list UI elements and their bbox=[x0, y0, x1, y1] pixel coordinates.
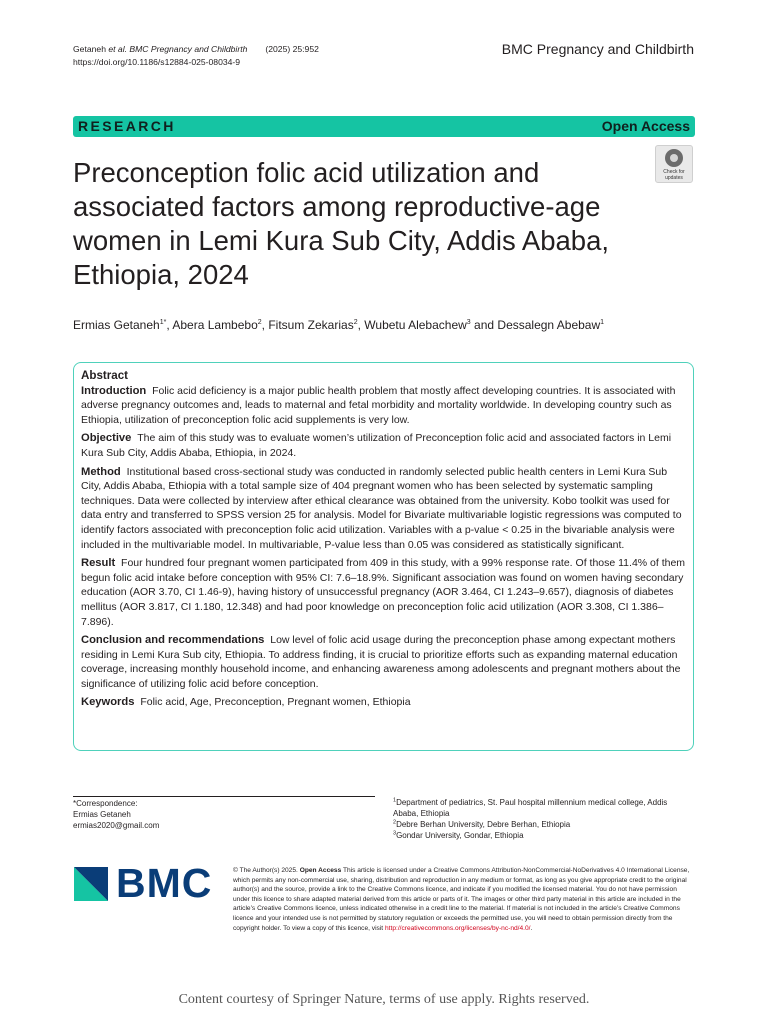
affiliations bbox=[393, 797, 693, 841]
abstract-section bbox=[81, 695, 687, 710]
affiliation-item bbox=[393, 830, 693, 841]
journal-citation: et al. BMC Pregnancy and Childbirth bbox=[108, 44, 248, 54]
affiliation-text: Debre Berhan University, Debre Berhan, Ethiopia bbox=[396, 820, 571, 829]
abstract-section bbox=[81, 633, 687, 691]
check-for-updates-button[interactable] bbox=[655, 145, 693, 183]
abstract-section-text: Institutional based cross-sectional study was conducted in randomly selected public health centers in Lemi Kura Sub City, Addis Ababa, Ethiopia with a total sample size of 404 pregnant women who has been selected by systematic sampling techniques. Data were collected by interview after ethical clearance was obtained from the university. Kobo toolkit was used for data entry and transferred to SPSS version 25 for analysis. Model for Bivariate multivariable logistic regressions was computed to identify factors associated with preconception folic acid utilization. Variables with a p-value < 0.25 in the bivariable analysis were included in the multivariable model. In multivariable, P-value less than 0.05 was considered as statistically significant. bbox=[81, 465, 682, 551]
author-affiliation-mark: 2 bbox=[353, 319, 358, 326]
author-name: Fitsum Zekarias bbox=[268, 318, 354, 332]
journal-name: BMC Pregnancy and Childbirth bbox=[501, 41, 694, 57]
check-updates-line1: Check for bbox=[663, 169, 685, 175]
author-name: Wubetu Alebachew bbox=[364, 318, 467, 332]
author-separator: , bbox=[166, 318, 173, 332]
author-short: Getaneh bbox=[73, 44, 109, 54]
check-updates-icon bbox=[665, 149, 683, 167]
author-separator: and bbox=[470, 318, 498, 332]
abstract-section-label: Conclusion and recommendations bbox=[81, 634, 265, 647]
affiliation-text: Department of pediatrics, St. Paul hospital millennium medical college, Addis Ababa, Ethiopia bbox=[393, 798, 668, 818]
author-name: Ermias Getaneh bbox=[73, 318, 160, 332]
section-label: RESEARCH bbox=[78, 118, 176, 134]
author-list bbox=[73, 318, 693, 332]
abstract-section bbox=[81, 465, 687, 553]
abstract-section-label: Introduction bbox=[81, 384, 147, 397]
check-updates-line2: updates bbox=[665, 175, 683, 181]
license-text bbox=[233, 866, 695, 933]
affiliation-number: 1 bbox=[393, 797, 397, 804]
abstract-section-text: Folic acid deficiency is a major public health problem that mostly affect developing countries. It is associated with adverse pregnancy outcomes and, leads to maternal and fetal morbidity and mortality worldwide. In developing country such as Ethiopia, utilization of preconception folic acid supplements is very low. bbox=[81, 384, 676, 426]
author-separator: , bbox=[357, 318, 365, 332]
license-end: . bbox=[530, 924, 533, 932]
license-open-access: Open Access bbox=[299, 867, 342, 874]
license-body: This article is licensed under a Creative Commons Attribution-NonCommercial-NoDerivatives 4.0 International License, which permits any non-commercial use, sharing, distribution and reproduction in any medium or format, as long as you give appropriate credit to the original author(s) and the source, provide a link to the Creative Commons licence, and indicate if you modified the licensed material. You do not have permission under this licence to share adapted material derived from this article or parts of it. The images or other third party material in this article are included in the article’s Creative Commons licence, unless indicated otherwise in a credit line to the material. If material is not included in the article’s Creative Commons licence and your intended use is not permitted by statutory regulation or exceeds the permitted use, you will need to obtain permission directly from the copyright holder. To view a copy of this licence, visit bbox=[233, 867, 690, 932]
affiliation-number: 2 bbox=[393, 819, 397, 826]
abstract-section-text: Folic acid, Age, Preconception, Pregnant women, Ethiopia bbox=[140, 696, 411, 709]
abstract-section bbox=[81, 384, 687, 428]
affiliation-item bbox=[393, 797, 693, 819]
correspondence-name: Ermias Getaneh bbox=[73, 810, 131, 819]
affiliation-text: Gondar University, Gondar, Ethiopia bbox=[396, 831, 524, 840]
page-footer: Content courtesy of Springer Nature, terms of use apply. Rights reserved. bbox=[178, 992, 590, 1007]
author-affiliation-mark: 1 bbox=[600, 319, 605, 326]
footnote-divider bbox=[73, 796, 375, 797]
bmc-logo-text: BMC bbox=[116, 860, 213, 906]
volume-info: (2025) 25:952 bbox=[265, 44, 319, 54]
doi-link[interactable]: https://doi.org/10.1186/s12884-025-08034-9 bbox=[73, 57, 241, 67]
author-affiliation-mark: 3 bbox=[466, 319, 471, 326]
license-copyright: © The Author(s) 2025. bbox=[233, 867, 298, 874]
abstract-section-label: Method bbox=[81, 465, 121, 478]
running-header bbox=[73, 43, 319, 69]
open-access-label: Open Access bbox=[601, 118, 690, 134]
author-affiliation-mark: 2 bbox=[257, 319, 262, 326]
author-separator: , bbox=[261, 318, 269, 332]
abstract-box bbox=[73, 362, 694, 751]
correspondence-label: *Correspondence: bbox=[73, 799, 138, 808]
author-affiliation-mark: 1* bbox=[159, 319, 167, 326]
correspondence bbox=[73, 798, 159, 831]
correspondence-email[interactable]: ermias2020@gmail.com bbox=[73, 821, 160, 830]
section-banner bbox=[73, 116, 695, 137]
affiliation-item bbox=[393, 819, 693, 830]
affiliation-number: 3 bbox=[393, 830, 397, 837]
license-link[interactable]: http://creativecommons.org/licenses/by-nc-nd/4.0/ bbox=[384, 924, 531, 932]
author-name: Dessalegn Abebaw bbox=[497, 318, 601, 332]
article-title: Preconception folic acid utilization and associated factors among reproductive-age women in Lemi Kura Sub City, Addis Ababa, Ethiopia, 2024 bbox=[73, 157, 610, 290]
citation-line bbox=[73, 43, 319, 56]
abstract-section-text: Four hundred four pregnant women participated from 409 in this study, with a 99% response rate. Of those 11.4% of them begun folic acid intake before conception with 95% CI: 7.6–18.9%. Significant association was found on women having secondary education (AOR 3.70, CI 1.46-9), having history of unsuccessful pregnancy (AOR 3.464, CI 1.243–9.657), diagnosis of diabetes mellitus (AOR 3.817, CI 1.180, 12.348) and had poor knowledge on preconception folic acid utilization (AOR 3.308, CI 1.386–7.896). bbox=[81, 557, 686, 628]
bmc-logo-icon bbox=[74, 867, 108, 901]
abstract-section-text: Low level of folic acid usage during the preconception phase among expectant mothers residing in Lemi Kura Sub city, Ethiopia. To address finding, it is crucial to prioritize efforts such as expanding maternal education coverage, increasing monthly household income, and enhancing awareness among adolescents and pregnant mothers about the significance of utilizing folic acid before conception. bbox=[81, 634, 681, 690]
author-name: Abera Lambebo bbox=[172, 318, 258, 332]
abstract-section-label: Objective bbox=[81, 432, 132, 445]
abstract-section-label: Result bbox=[81, 557, 116, 570]
abstract-section-label: Keywords bbox=[81, 696, 135, 709]
abstract-heading: Abstract bbox=[81, 369, 129, 382]
abstract-section bbox=[81, 556, 687, 629]
abstract-section bbox=[81, 431, 687, 460]
abstract-section-text: The aim of this study was to evaluate women’s utilization of Preconception folic acid and associated factors in Lemi Kura Sub City, Addis Ababa, Ethiopia, in 2024. bbox=[81, 432, 672, 459]
